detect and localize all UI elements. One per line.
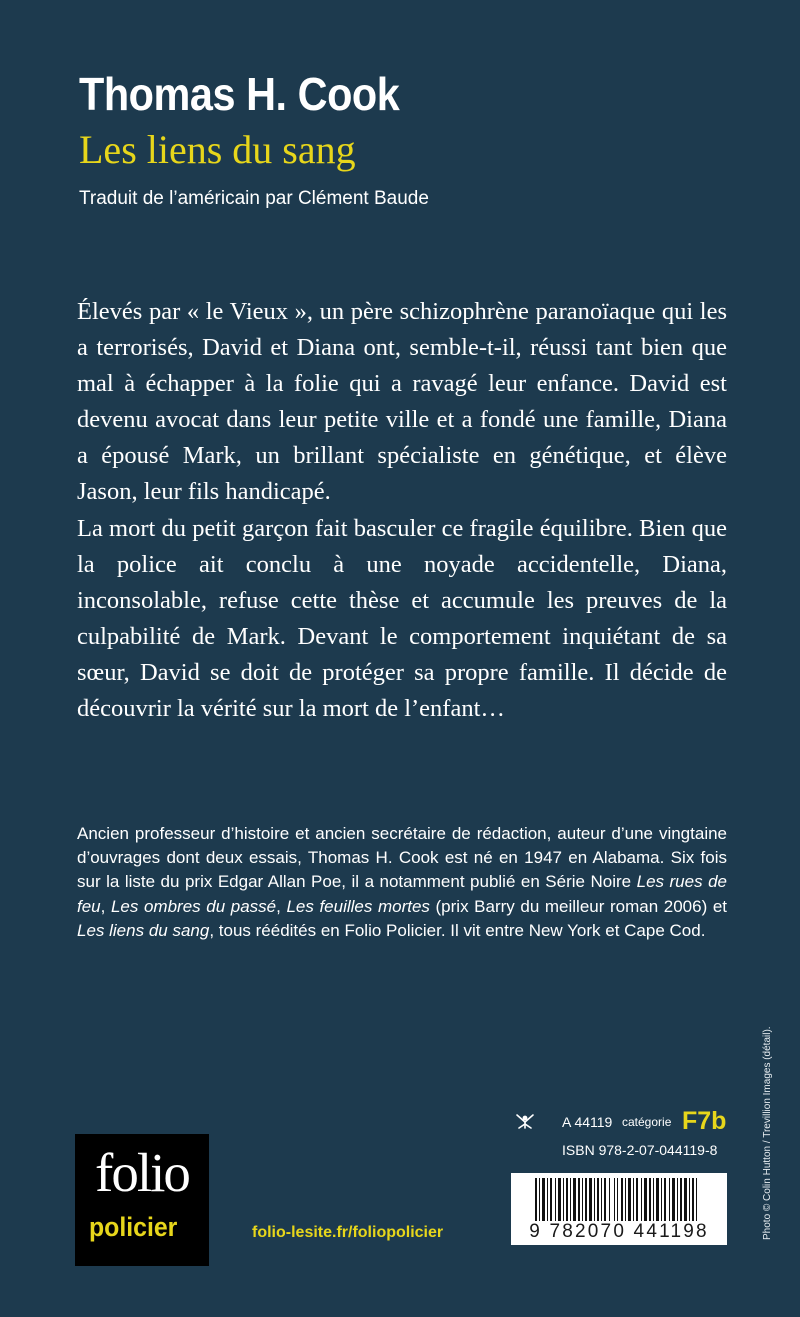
book-reference: Les liens du sang (77, 920, 210, 940)
catalog-code-row (514, 1108, 728, 1134)
synopsis-paragraph-2: La mort du petit garçon fait basculer ce fragile équilibre. Bien que la police ait conclu à une noyade accidentelle, Diana, inconsolable, refuse cette thèse et accumule les preuves de la culpabilité de Mark. Devant le comportement inquiétant de sa sœur, David se doit de protéger sa propre famille. Il décide de découvrir la vérité sur la mort de l’enfant… (77, 514, 727, 723)
logo-folio-text: folio (95, 1142, 189, 1203)
website-url: folio-lesite.fr/foliopolicier (252, 1224, 444, 1241)
bio-separator: , (100, 896, 111, 916)
category-code: F7b (682, 1107, 727, 1135)
synopsis (77, 294, 727, 727)
photo-credit: Photo © Colin Hutton / Trevillion Images (détail). (762, 1026, 773, 1240)
author-name: Thomas H. Cook (79, 68, 400, 120)
synopsis-paragraph-1: Élevés par « le Vieux », un père schizophrène paranoïaque qui les a terrorisés, David et Diana ont, semble-t-il, réussi tant bien que mal à échapper à la folie qui a ravagé leur enfance. David est devenu avocat dans leur petite ville et a fondé une famille, Diana a épousé Mark, un brillant spécialiste en génétique, et élève Jason, leur fils handicapé. (77, 298, 727, 506)
book-reference: Les feuilles mortes (286, 896, 430, 916)
bio-separator: , (276, 896, 287, 916)
book-reference: Les ombres du passé (110, 896, 277, 916)
bio-text: , tous réédités en Folio Policier. Il vit entre New York et Cape Cod. (209, 920, 706, 940)
book-title: Les liens du sang (79, 127, 356, 172)
book-reference: Les rues de feu (77, 872, 727, 916)
barcode (511, 1173, 727, 1245)
bio-text: Ancien professeur d’histoire et ancien secrétaire de rédaction, auteur d’une vingtaine d’ouvrages dont deux essais, Thomas H. Cook est né en 1947 en Alabama. Six fois sur la liste du prix Edgar Allan Poe, il a notamment publié en Série Noire (77, 824, 727, 892)
translator-credit: Traduit de l’américain par Clément Baude (79, 188, 429, 209)
bio-text: (prix Barry du meilleur roman 2006) et (429, 896, 728, 916)
logo-policier-text: policier (89, 1212, 178, 1242)
category-label: catégorie (622, 1115, 672, 1129)
isbn: ISBN 978-2-07-044119-8 (562, 1142, 718, 1158)
gallimard-fish-icon (514, 1112, 536, 1135)
author-bio (77, 822, 727, 943)
catalog-code: A 44119 (562, 1114, 613, 1130)
folio-policier-logo (75, 1134, 209, 1266)
barcode-digits: 9 782070 441198 (529, 1221, 709, 1242)
